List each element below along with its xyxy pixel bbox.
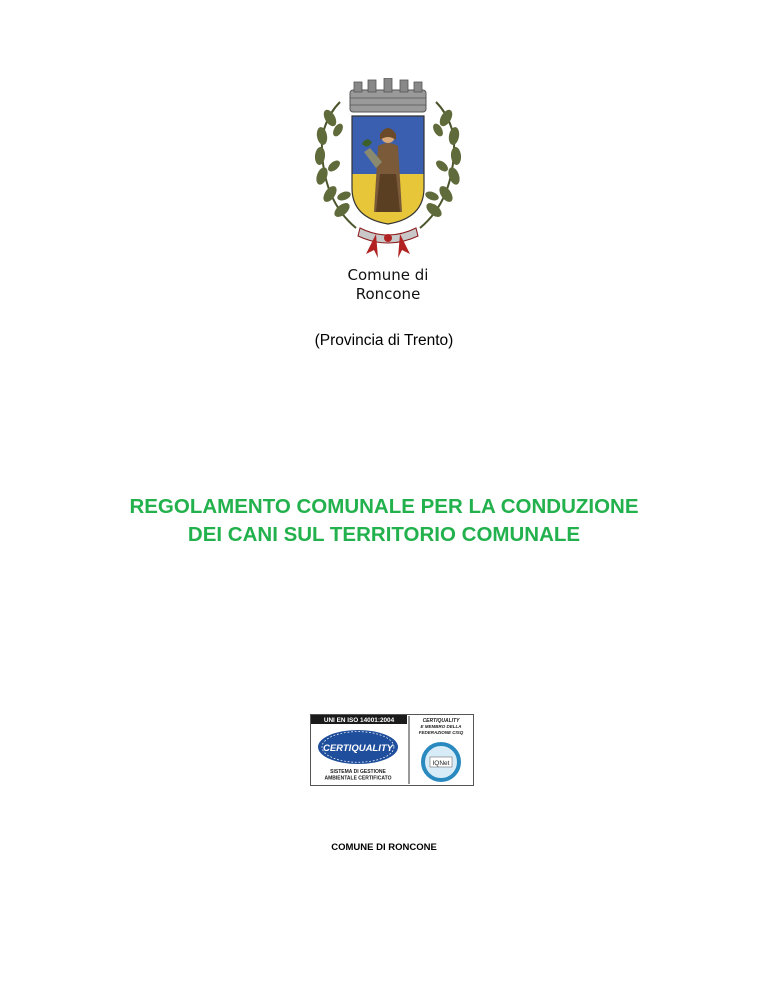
province-label: (Provincia di Trento)	[314, 332, 454, 349]
ribbon-bow	[358, 228, 418, 258]
municipality-name-line2: Roncone	[355, 285, 421, 303]
cert-system-line1: SISTEMA DI GESTIONE	[330, 769, 386, 775]
document-title	[0, 493, 768, 549]
document-title-line1: REGOLAMENTO COMUNALE PER LA CONDUZIONE	[129, 495, 639, 518]
municipality-name-line1: Comune di	[347, 266, 429, 284]
iqnet-text: IQNet	[432, 760, 450, 767]
shield	[352, 116, 424, 226]
cert-brand-text: CERTIQUALITY	[322, 743, 394, 754]
cert-system-line2: AMBIENTALE CERTIFICATO	[324, 775, 392, 782]
coat-of-arms-emblem	[300, 78, 476, 264]
laurel-branch-right	[420, 102, 462, 228]
cert-federation-line1: CERTIQUALITY	[422, 718, 460, 724]
certification-logo	[310, 714, 474, 786]
mural-crown	[350, 78, 426, 112]
municipality-name	[300, 266, 476, 304]
laurel-branch-left	[314, 102, 356, 228]
cert-federation-line3: FEDERAZIONE CISQ	[418, 730, 464, 735]
cert-standard-text: UNI EN ISO 14001:2004	[323, 717, 395, 724]
footer-municipality: COMUNE DI RONCONE	[331, 842, 437, 853]
document-title-line2: DEI CANI SUL TERRITORIO COMUNALE	[187, 523, 581, 546]
cert-federation-line2: E MEMBRO DELLA	[420, 724, 462, 729]
